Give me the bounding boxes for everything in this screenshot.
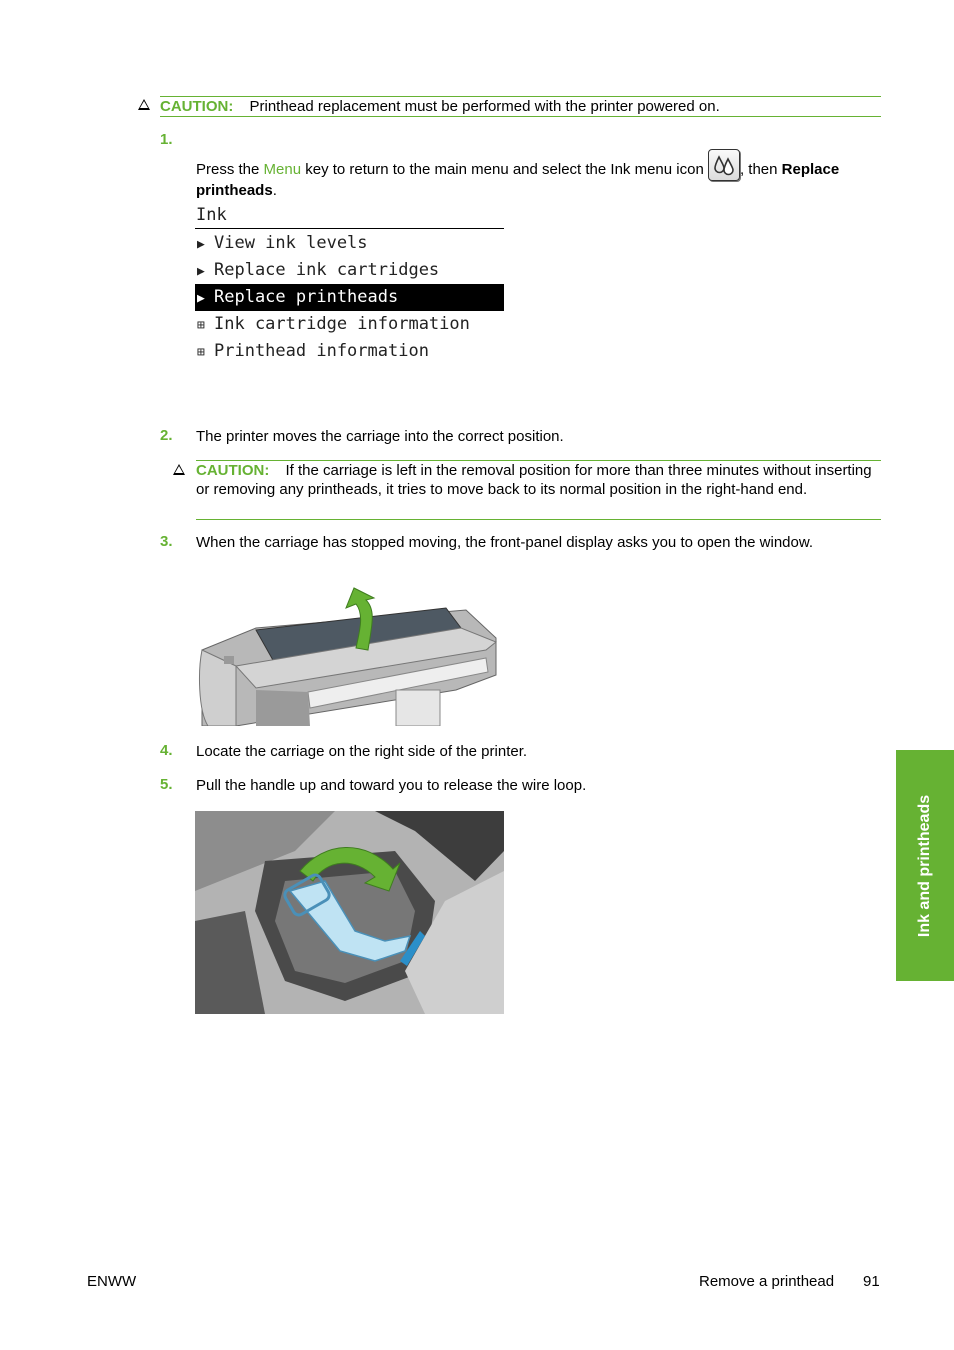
info-box-icon: ⊞: [197, 345, 205, 360]
step-1-text: [196, 149, 886, 200]
ink-menu-title: Ink: [195, 203, 504, 229]
arrow-right-icon: ▶: [197, 264, 205, 279]
arrow-right-icon: ▶: [197, 291, 205, 306]
step-3-text: When the carriage has stopped moving, the front-panel display asks you to open the window.: [196, 534, 814, 551]
chapter-side-tab: [896, 750, 954, 981]
step-number: 2.: [160, 427, 173, 444]
step-1-after-icon: , then: [739, 161, 782, 178]
menu-item-label: Replace printheads: [214, 287, 399, 307]
menu-item-label: Printhead information: [214, 341, 429, 361]
printer-open-window-illustration: [196, 570, 506, 726]
step-number: 5.: [160, 776, 173, 793]
menu-item-replace-printheads[interactable]: [195, 284, 504, 311]
menu-item-view-ink-levels[interactable]: [195, 230, 504, 257]
caution-text: If the carriage is left in the removal position for more than three minutes without inserting or removing any printheads, it tries to move back to its normal position in the right-hand end.: [196, 462, 872, 498]
chapter-side-tab-label: Ink and printheads: [916, 794, 933, 937]
caution-triangle-icon: [173, 464, 185, 475]
caution-text: Printhead replacement must be performed with the printer powered on.: [249, 98, 720, 115]
caution-triangle-icon: [138, 99, 150, 110]
step-4-text: Locate the carriage on the right side of the printer.: [196, 743, 528, 760]
step-1-bold: Replace printheads: [196, 161, 840, 199]
page-number: 91: [863, 1273, 880, 1290]
menu-key-link[interactable]: Menu: [263, 161, 302, 178]
ink-menu-display: [195, 203, 504, 365]
caution-1: [160, 97, 881, 116]
caution-label: CAUTION:: [160, 98, 234, 115]
caution-label: CAUTION:: [196, 462, 270, 479]
step-number: 3.: [160, 533, 173, 550]
menu-item-printhead-information[interactable]: [195, 338, 504, 365]
caution-bottom-rule: [160, 116, 881, 117]
step-5-text: Pull the handle up and toward you to release the wire loop.: [196, 777, 587, 794]
info-box-icon: ⊞: [197, 318, 205, 333]
caution-bottom-rule: [196, 519, 881, 520]
ink-drops-icon: [708, 149, 740, 181]
caution-2: [196, 461, 881, 499]
menu-item-ink-cartridge-information[interactable]: [195, 311, 504, 338]
carriage-handle-illustration: [195, 811, 504, 1014]
step-number: 4.: [160, 742, 173, 759]
step-number: 1.: [160, 131, 173, 148]
step-2-text: The printer moves the carriage into the correct position.: [196, 428, 564, 445]
footer-section: Remove a printhead: [699, 1273, 835, 1290]
footer-left: ENWW: [87, 1273, 137, 1290]
step-1-end: .: [272, 182, 277, 199]
arrow-right-icon: ▶: [197, 237, 205, 252]
menu-item-label: Ink cartridge information: [214, 314, 470, 334]
menu-item-label: View ink levels: [214, 233, 368, 253]
menu-item-replace-ink-cartridges[interactable]: [195, 257, 504, 284]
step-1-pre: Press the: [196, 161, 264, 178]
menu-item-label: Replace ink cartridges: [214, 260, 440, 280]
step-1-mid: key to return to the main menu and select the Ink menu icon: [301, 161, 708, 178]
